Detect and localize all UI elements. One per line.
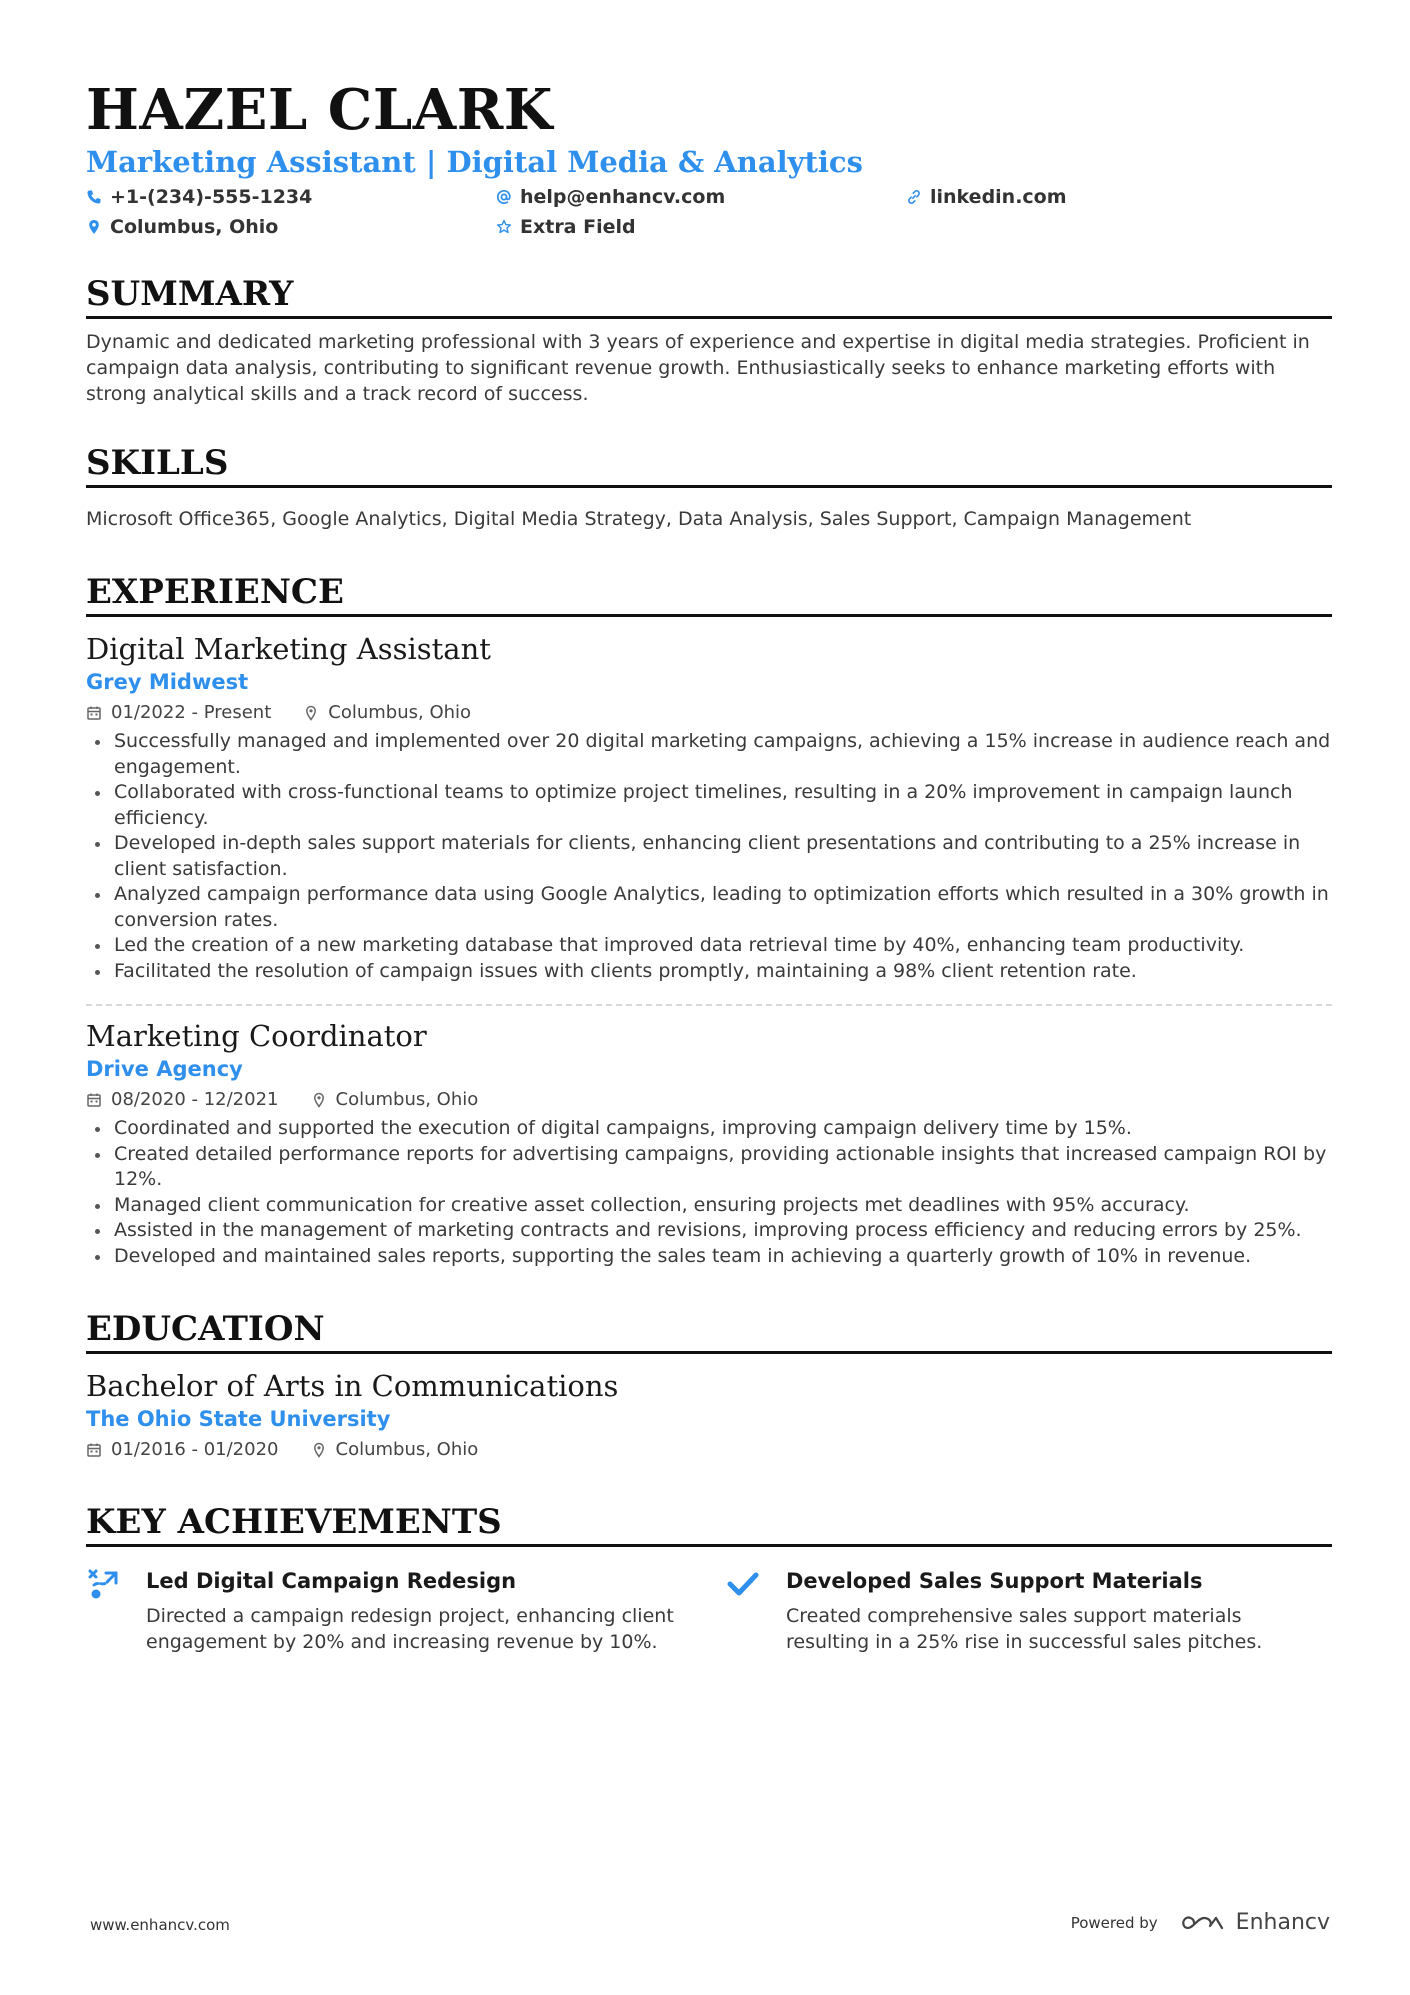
calendar-icon — [86, 705, 102, 721]
star-icon — [496, 219, 512, 235]
link-icon — [906, 189, 922, 205]
job-meta — [86, 701, 1332, 725]
candidate-name: HAZEL CLARK — [86, 77, 553, 143]
job-dates-text: 08/2020 - 12/2021 — [111, 1089, 279, 1110]
school-name: The Ohio State University — [86, 1407, 391, 1431]
section-title-education: EDUCATION — [86, 1309, 1332, 1354]
bullet-item: Coordinated and supported the execution of digital campaigns, improving campaign delivery time by 15%. — [86, 1116, 1332, 1142]
education-section — [86, 1309, 1332, 1462]
job-location — [311, 1088, 479, 1112]
skills-section — [86, 443, 1332, 532]
location-text: Columbus, Ohio — [110, 216, 279, 238]
section-title-achievements: KEY ACHIEVEMENTS — [86, 1502, 1332, 1547]
job-location-text: Columbus, Ohio — [335, 1089, 479, 1110]
page-footer — [90, 1910, 1330, 1940]
brand-name: Enhancv — [1235, 1910, 1330, 1935]
contact-linkedin[interactable] — [906, 184, 1326, 210]
section-title-skills: SKILLS — [86, 443, 1332, 488]
job-location-text: Columbus, Ohio — [328, 702, 472, 723]
company-name: Drive Agency — [86, 1057, 243, 1081]
job-title: Digital Marketing Assistant — [86, 632, 491, 666]
job-bullets — [86, 1116, 1332, 1269]
contact-extra — [496, 214, 906, 240]
powered-by-label: Powered by — [1070, 1913, 1158, 1932]
calendar-icon — [86, 1442, 102, 1458]
brand-logo[interactable] — [1180, 1910, 1330, 1935]
job-dates — [86, 701, 271, 725]
contact-location — [86, 214, 496, 240]
linkedin-text: linkedin.com — [930, 186, 1067, 208]
skills-text: Microsoft Office365, Google Analytics, Digital Media Strategy, Data Analysis, Sales Support, Campaign Management — [86, 508, 1192, 530]
bullet-item: Managed client communication for creative asset collection, ensuring projects met deadlines with 95% accuracy. — [86, 1193, 1332, 1219]
education-dates-text: 01/2016 - 01/2020 — [111, 1439, 279, 1460]
achievement-title: Developed Sales Support Materials — [786, 1569, 1203, 1593]
calendar-icon — [86, 1092, 102, 1108]
location-pin-icon — [86, 219, 102, 235]
extra-field-text: Extra Field — [520, 216, 636, 238]
achievement-desc: Directed a campaign redesign project, enhancing client engagement by 20% and increasing revenue by 10%. — [146, 1605, 674, 1653]
summary-section — [86, 274, 1332, 407]
infinity-logo-icon — [1180, 1911, 1228, 1935]
job-divider — [86, 1004, 1332, 1006]
job-location — [303, 701, 471, 725]
job-meta — [86, 1088, 1332, 1112]
achievements-section — [86, 1502, 1332, 1655]
education-entry — [86, 1368, 1332, 1462]
achievement-title: Led Digital Campaign Redesign — [146, 1569, 517, 1593]
location-pin-icon — [303, 705, 319, 721]
footer-website[interactable]: www.enhancv.com — [90, 1916, 230, 1934]
section-title-experience: EXPERIENCE — [86, 572, 1332, 617]
company-name: Grey Midwest — [86, 670, 249, 694]
education-location-text: Columbus, Ohio — [335, 1439, 479, 1460]
job-entry — [86, 1018, 1332, 1269]
contact-phone[interactable] — [86, 184, 496, 210]
education-meta — [86, 1438, 1332, 1462]
job-bullets — [86, 729, 1332, 984]
job-dates — [86, 1088, 279, 1112]
experience-section — [86, 572, 1332, 1269]
achievement-item — [86, 1567, 726, 1655]
bullet-item: Analyzed campaign performance data using Google Analytics, leading to optimization efforts which resulted in a 30% growth in conversion rates. — [86, 882, 1332, 933]
bullet-item: Developed and maintained sales reports, supporting the sales team in achieving a quarterly growth of 10% in revenue. — [86, 1244, 1332, 1270]
education-dates — [86, 1438, 279, 1462]
headline: Marketing Assistant | Digital Media & Analytics — [86, 145, 863, 179]
summary-text: Dynamic and dedicated marketing professional with 3 years of experience and expertise in digital media strategies. Proficient in campaign data analysis, contributing to significant revenue growth. Enthusiastically seeks to enhance marketing efforts with strong analytical skills and a track record of success. — [86, 331, 1310, 405]
campaign-path-icon — [86, 1567, 120, 1601]
bullet-item: Developed in-depth sales support materials for clients, enhancing client presentations and contributing to a 25% increase in client satisfaction. — [86, 831, 1332, 882]
resume-page — [86, 78, 1332, 1655]
phone-icon — [86, 189, 102, 205]
achievements-grid — [86, 1567, 1332, 1655]
bullet-item: Assisted in the management of marketing contracts and revisions, improving process efficiency and reducing errors by 25%. — [86, 1218, 1332, 1244]
phone-text: +1-(234)-555-1234 — [110, 186, 313, 208]
bullet-item: Led the creation of a new marketing database that improved data retrieval time by 40%, enhancing team productivity. — [86, 933, 1332, 959]
section-title-summary: SUMMARY — [86, 274, 1332, 319]
job-title: Marketing Coordinator — [86, 1019, 427, 1053]
contact-email[interactable] — [496, 184, 906, 210]
bullet-item: Facilitated the resolution of campaign issues with clients promptly, maintaining a 98% client retention rate. — [86, 959, 1332, 985]
checkmark-icon — [726, 1567, 760, 1601]
bullet-item: Successfully managed and implemented over 20 digital marketing campaigns, achieving a 15% increase in audience reach and engagement. — [86, 729, 1332, 780]
bullet-item: Created detailed performance reports for advertising campaigns, providing actionable insights that increased campaign ROI by 12%. — [86, 1142, 1332, 1193]
education-location — [311, 1438, 479, 1462]
location-pin-icon — [311, 1442, 327, 1458]
job-entry — [86, 631, 1332, 984]
email-text: help@enhancv.com — [520, 186, 726, 208]
achievement-item — [726, 1567, 1332, 1655]
footer-branding — [1071, 1910, 1330, 1935]
at-icon — [496, 189, 512, 205]
degree-title: Bachelor of Arts in Communications — [86, 1369, 619, 1403]
contact-info — [86, 184, 1332, 240]
achievement-desc: Created comprehensive sales support materials resulting in a 25% rise in successful sales pitches. — [786, 1605, 1263, 1653]
job-dates-text: 01/2022 - Present — [111, 702, 272, 723]
location-pin-icon — [311, 1092, 327, 1108]
bullet-item: Collaborated with cross-functional teams to optimize project timelines, resulting in a 20% improvement in campaign launch efficiency. — [86, 780, 1332, 831]
